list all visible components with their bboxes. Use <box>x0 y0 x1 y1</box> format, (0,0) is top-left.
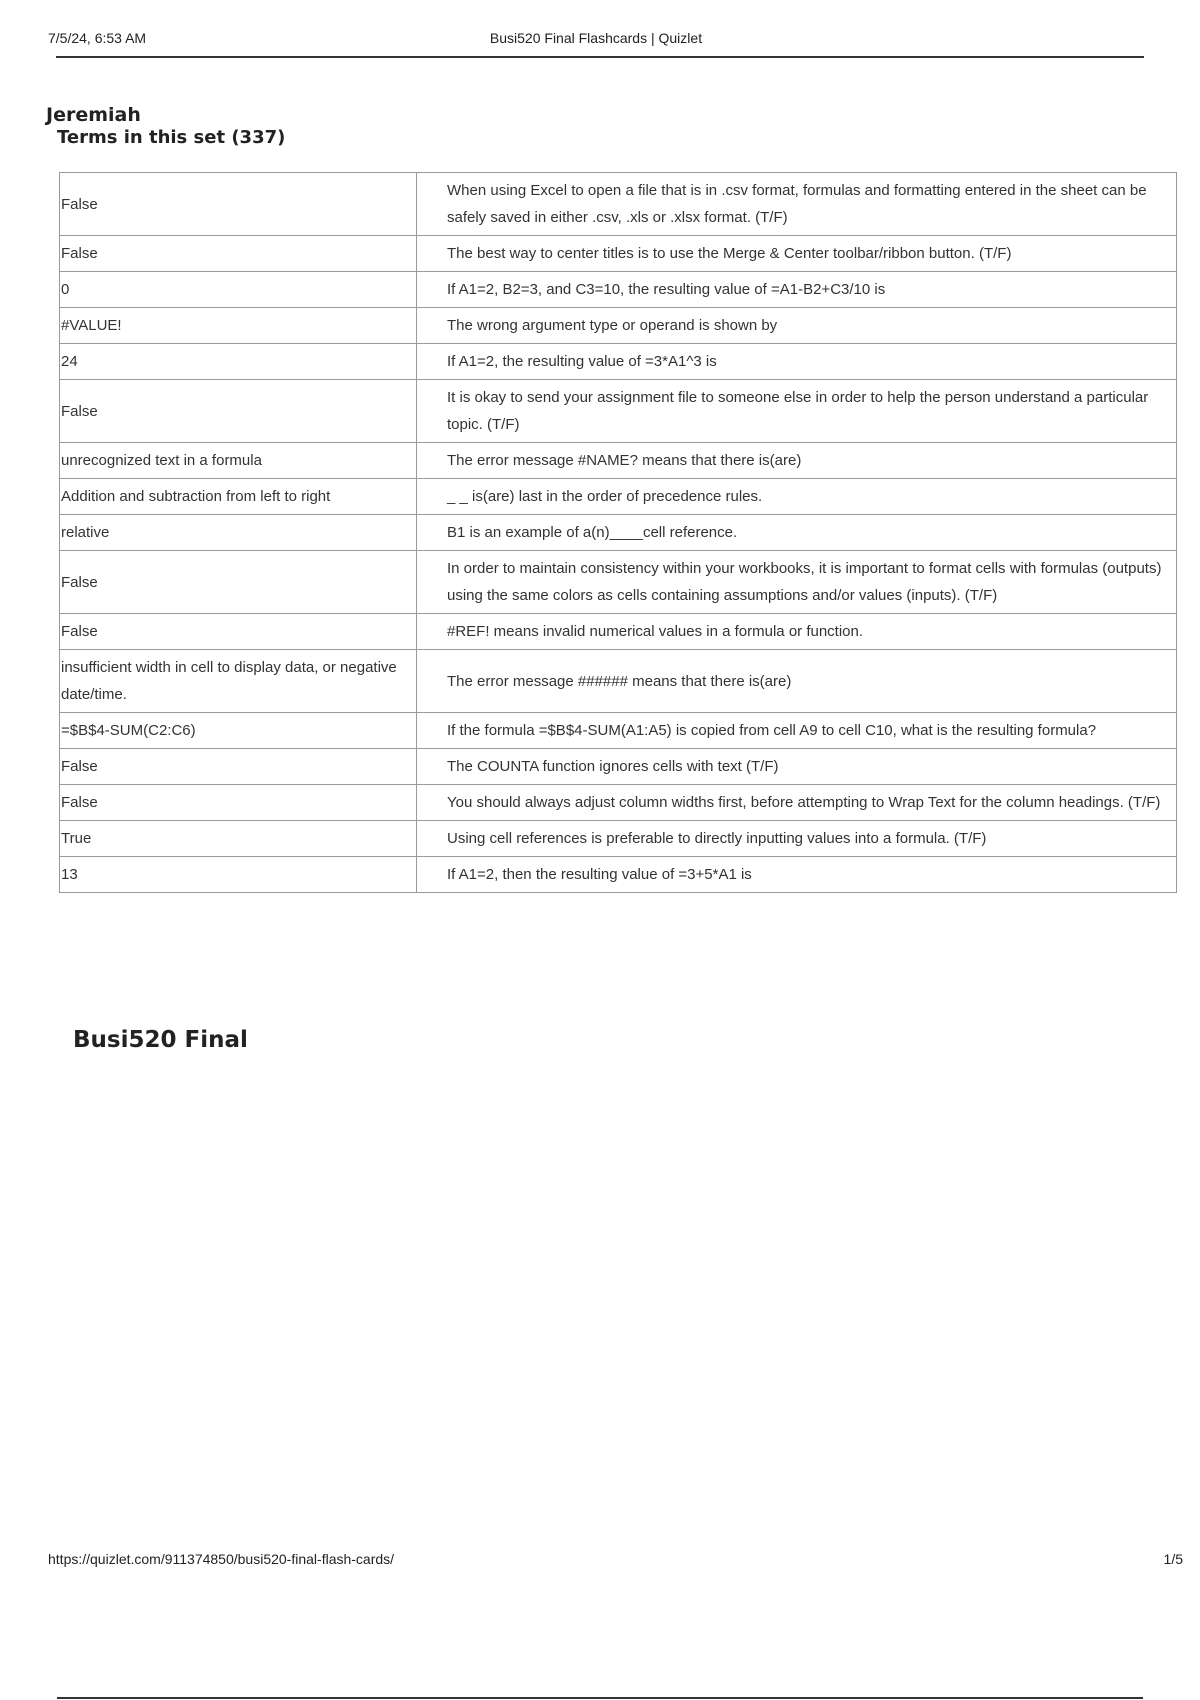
term-cell: =$B$4-SUM(C2:C6) <box>60 713 417 749</box>
definition-cell: It is okay to send your assignment file to someone else in order to help the person understand a particular topic. (T/F) <box>417 380 1177 443</box>
bottom-divider <box>57 1697 1143 1699</box>
definition-cell: The best way to center titles is to use the Merge & Center toolbar/ribbon button. (T/F) <box>417 236 1177 272</box>
table-row <box>60 650 1177 713</box>
table-row <box>60 785 1177 821</box>
table-row <box>60 857 1177 893</box>
table-row <box>60 749 1177 785</box>
definition-cell: B1 is an example of a(n)____cell reference. <box>417 515 1177 551</box>
table-row <box>60 308 1177 344</box>
term-cell: False <box>60 785 417 821</box>
definition-cell: _ _ is(are) last in the order of precedence rules. <box>417 479 1177 515</box>
table-row <box>60 236 1177 272</box>
definition-cell: The error message #NAME? means that there is(are) <box>417 443 1177 479</box>
table-row <box>60 614 1177 650</box>
print-page-title: Busi520 Final Flashcards | Quizlet <box>489 30 703 46</box>
definition-cell: Using cell references is preferable to directly inputting values into a formula. (T/F) <box>417 821 1177 857</box>
definition-cell: If A1=2, then the resulting value of =3+5*A1 is <box>417 857 1177 893</box>
term-cell: False <box>60 551 417 614</box>
set-title: Busi520 Final <box>73 1027 248 1053</box>
table-row <box>60 344 1177 380</box>
author-name: Jeremiah <box>46 104 141 126</box>
term-cell: insufficient width in cell to display data, or negative date/time. <box>60 650 417 713</box>
term-cell: 13 <box>60 857 417 893</box>
print-date: 7/5/24, 6:53 AM <box>48 30 147 46</box>
definition-cell: If A1=2, B2=3, and C3=10, the resulting value of =A1-B2+C3/10 is <box>417 272 1177 308</box>
terms-heading: Terms in this set (337) <box>57 127 286 148</box>
page-url: https://quizlet.com/911374850/busi520-final-flash-cards/ <box>48 1551 395 1567</box>
definition-cell: #REF! means invalid numerical values in a formula or function. <box>417 614 1177 650</box>
table-row <box>60 515 1177 551</box>
definition-cell: In order to maintain consistency within your workbooks, it is important to format cells with formulas (outputs) using the same colors as cells containing assumptions and/or values (inputs). (T/F) <box>417 551 1177 614</box>
definition-cell: You should always adjust column widths first, before attempting to Wrap Text for the column headings. (T/F) <box>417 785 1177 821</box>
table-row <box>60 272 1177 308</box>
table-row <box>60 173 1177 236</box>
term-cell: False <box>60 236 417 272</box>
table-row <box>60 479 1177 515</box>
term-cell: True <box>60 821 417 857</box>
term-cell: False <box>60 614 417 650</box>
definition-cell: The wrong argument type or operand is shown by <box>417 308 1177 344</box>
term-cell: Addition and subtraction from left to right <box>60 479 417 515</box>
term-cell: False <box>60 749 417 785</box>
term-cell: False <box>60 380 417 443</box>
definition-cell: The COUNTA function ignores cells with text (T/F) <box>417 749 1177 785</box>
table-row <box>60 443 1177 479</box>
table-row <box>60 551 1177 614</box>
print-header <box>48 30 1144 56</box>
print-footer <box>48 1551 1183 1571</box>
term-cell: False <box>60 173 417 236</box>
term-cell: relative <box>60 515 417 551</box>
table-row <box>60 713 1177 749</box>
table-row <box>60 380 1177 443</box>
term-cell: unrecognized text in a formula <box>60 443 417 479</box>
term-cell: 24 <box>60 344 417 380</box>
header-divider <box>56 56 1144 58</box>
table-row <box>60 821 1177 857</box>
term-cell: #VALUE! <box>60 308 417 344</box>
definition-cell: When using Excel to open a file that is in .csv format, formulas and formatting entered in the sheet can be safely saved in either .csv, .xls or .xlsx format. (T/F) <box>417 173 1177 236</box>
definition-cell: The error message ###### means that there is(are) <box>417 650 1177 713</box>
flashcard-table <box>59 172 1177 893</box>
definition-cell: If the formula =$B$4-SUM(A1:A5) is copied from cell A9 to cell C10, what is the resulting formula? <box>417 713 1177 749</box>
page-number: 1/5 <box>1163 1551 1183 1567</box>
term-cell: 0 <box>60 272 417 308</box>
definition-cell: If A1=2, the resulting value of =3*A1^3 is <box>417 344 1177 380</box>
